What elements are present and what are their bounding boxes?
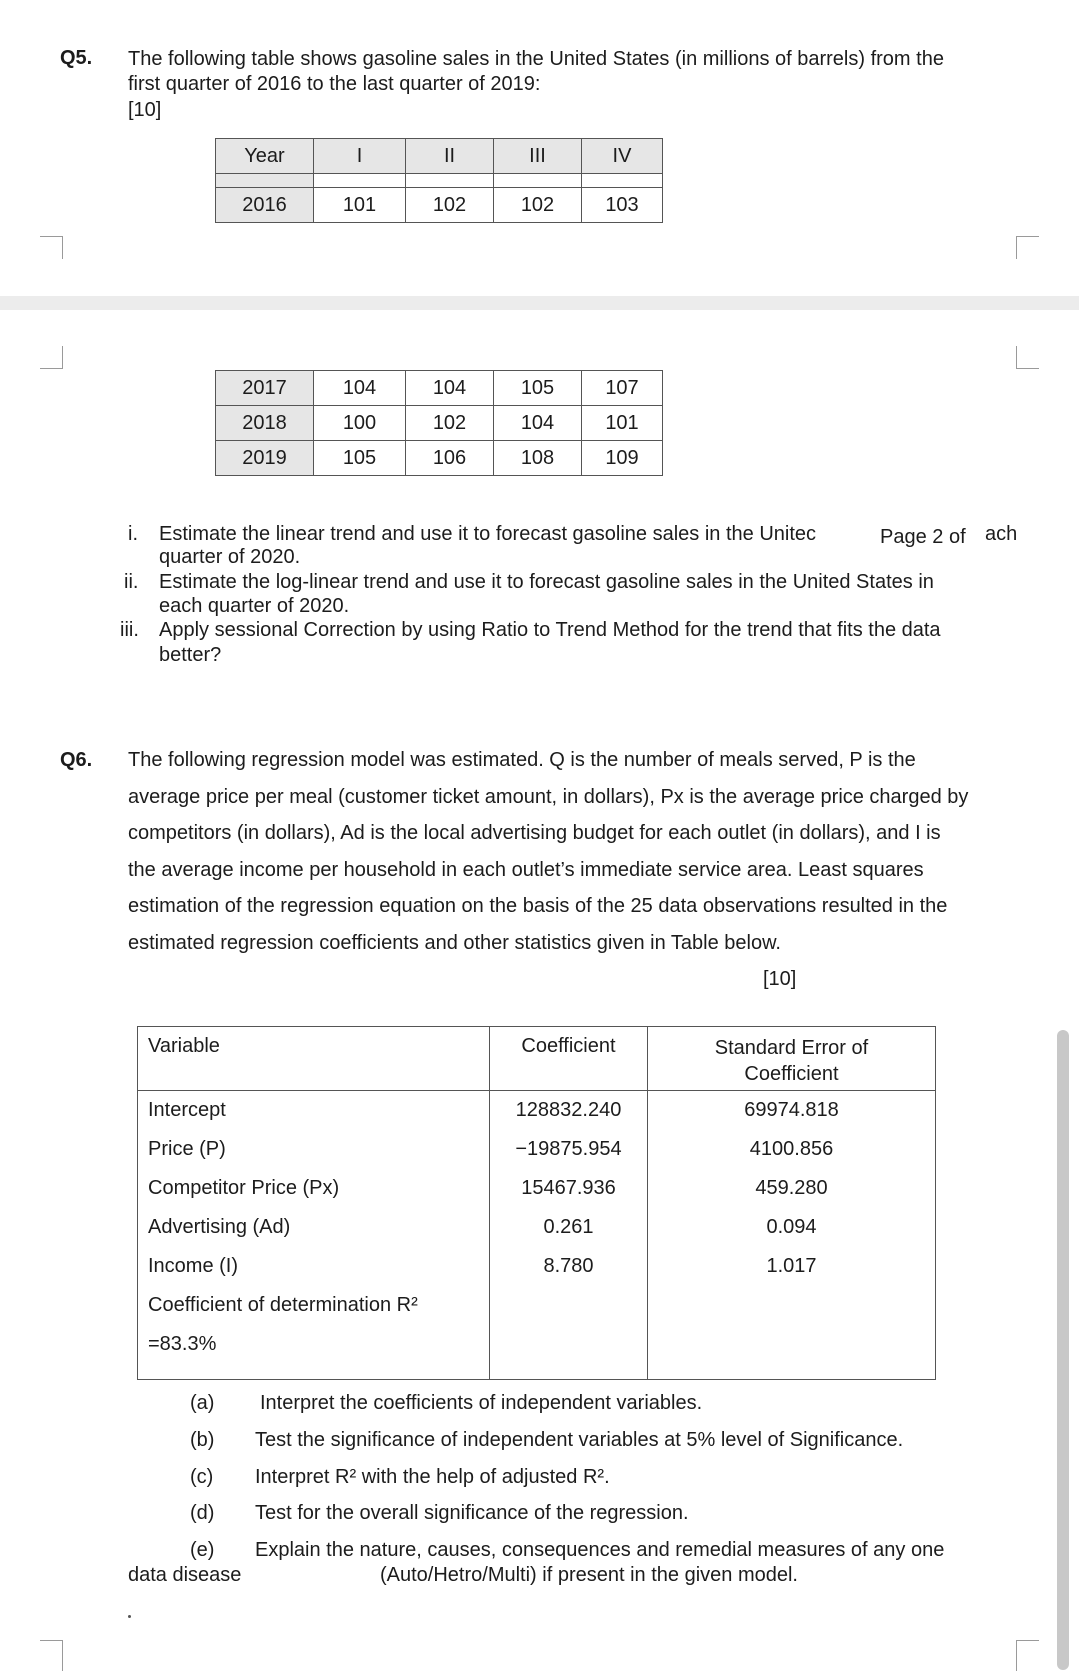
- variable-cell: Intercept: [138, 1091, 490, 1137]
- table-cell: 102: [406, 188, 494, 223]
- se-cell: 69974.818: [648, 1091, 936, 1137]
- table-row: [138, 1175, 936, 1214]
- subpart-text: Explain the nature, causes, consequences and remedial measures of any one: [255, 1539, 945, 1561]
- q5-part-iii-num: iii.: [120, 619, 139, 641]
- table-cell: 2017: [216, 371, 314, 406]
- table-cell: 101: [314, 188, 406, 223]
- header-se-line2: Coefficient: [744, 1063, 839, 1085]
- coefficient-cell: 8.780: [490, 1253, 648, 1292]
- se-cell: 0.094: [648, 1214, 936, 1253]
- table-cell: III: [494, 139, 582, 174]
- se-cell: [648, 1331, 936, 1380]
- subpart-text: Test the significance of independent variables at 5% level of Significance.: [255, 1429, 904, 1451]
- coefficient-cell: 0.261: [490, 1214, 648, 1253]
- table-row: [216, 371, 663, 406]
- table-cell: 101: [582, 406, 663, 441]
- table-cell: 102: [406, 406, 494, 441]
- q6-paragraph: [128, 742, 1016, 961]
- q6-para-line: competitors (in dollars), Ad is the local advertising budget for each outlet (in dollars), and I is: [128, 822, 941, 844]
- subpart-text: Interpret R² with the help of adjusted R².: [255, 1466, 610, 1488]
- table-cell: 108: [494, 441, 582, 476]
- coefficient-cell: 15467.936: [490, 1175, 648, 1214]
- table-cell: 100: [314, 406, 406, 441]
- subpart-tail-left: data disease: [128, 1564, 242, 1586]
- coefficient-cell: [490, 1331, 648, 1380]
- subpart-tail-right: (Auto/Hetro/Multi) if present in the given model.: [380, 1564, 798, 1586]
- table-cell: 104: [406, 371, 494, 406]
- table-cell: 2019: [216, 441, 314, 476]
- se-cell: 459.280: [648, 1175, 936, 1214]
- coefficient-cell: 128832.240: [490, 1091, 648, 1137]
- q5-part-ii-num: ii.: [124, 571, 139, 593]
- subpart-text: Interpret the coefficients of independent variables.: [260, 1392, 703, 1414]
- header-variable: Variable: [138, 1027, 490, 1091]
- subpart-text: Test for the overall significance of the regression.: [255, 1502, 689, 1524]
- q5-line2: first quarter of 2016 to the last quarter of 2019:: [128, 73, 541, 95]
- coefficient-cell: [490, 1292, 648, 1331]
- table-cell: IV: [582, 139, 663, 174]
- q6-para-line: The following regression model was estimated. Q is the number of meals served, P is the: [128, 749, 916, 771]
- header-standard-error: [648, 1027, 936, 1091]
- q5-marks: [10]: [128, 99, 162, 121]
- variable-cell: Advertising (Ad): [138, 1214, 490, 1253]
- regression-table: [137, 1026, 936, 1380]
- table-row: [138, 1292, 936, 1331]
- crop-mark: [40, 1640, 63, 1671]
- subpart-label: (e): [190, 1539, 215, 1561]
- crop-mark: [1016, 1640, 1039, 1671]
- table-cell: 107: [582, 371, 663, 406]
- crop-mark: [1016, 346, 1039, 369]
- table-cell: 2018: [216, 406, 314, 441]
- table-cell: 102: [494, 188, 582, 223]
- table-row: [138, 1253, 936, 1292]
- page-label: Page 2 of: [880, 526, 966, 548]
- subpart-label: (a): [190, 1392, 215, 1414]
- se-cell: [648, 1292, 936, 1331]
- table-cell: 104: [494, 406, 582, 441]
- se-cell: 1.017: [648, 1253, 936, 1292]
- table-cell: 104: [314, 371, 406, 406]
- variable-cell: Competitor Price (Px): [138, 1175, 490, 1214]
- table-row: [138, 1331, 936, 1380]
- table-cell: Year: [216, 139, 314, 174]
- table-cell: 105: [314, 441, 406, 476]
- table-row: [216, 188, 663, 223]
- crop-mark: [40, 236, 63, 259]
- header-coefficient: Coefficient: [490, 1027, 648, 1091]
- variable-cell: =83.3%: [138, 1331, 490, 1380]
- table-header-row: [216, 139, 663, 174]
- q5-part-i-tail: ach: [985, 523, 1018, 545]
- q5-table-part1: [215, 138, 663, 223]
- q5-part-iii-line2: better?: [159, 644, 222, 666]
- table-row: [216, 406, 663, 441]
- table-cell: 106: [406, 441, 494, 476]
- variable-cell: Price (P): [138, 1136, 490, 1175]
- table-row: [138, 1091, 936, 1137]
- variable-cell: Income (I): [138, 1253, 490, 1292]
- page-break: [0, 296, 1079, 310]
- q6-number: Q6.: [60, 749, 93, 771]
- table-cell: 109: [582, 441, 663, 476]
- q5-part-i-line2: quarter of 2020.: [159, 546, 301, 568]
- q5-part-i-num: i.: [128, 523, 138, 545]
- variable-cell: Coefficient of determination R²: [138, 1292, 490, 1331]
- table-row: [216, 441, 663, 476]
- table-header-row: [138, 1027, 936, 1091]
- crop-mark: [1016, 236, 1039, 259]
- q6-para-line: estimation of the regression equation on the basis of the 25 data observations resulted in the: [128, 895, 948, 917]
- table-row: [138, 1214, 936, 1253]
- table-cell: 103: [582, 188, 663, 223]
- coefficient-cell: −19875.954: [490, 1136, 648, 1175]
- subpart-label: (d): [190, 1502, 215, 1524]
- table-row: [138, 1136, 936, 1175]
- table-cell: 105: [494, 371, 582, 406]
- table-cell: I: [314, 139, 406, 174]
- q6-marks: [10]: [763, 968, 797, 990]
- table-cell: II: [406, 139, 494, 174]
- q6-para-line: estimated regression coefficients and other statistics given in Table below.: [128, 931, 781, 954]
- q5-part-ii-line1: Estimate the log-linear trend and use it to forecast gasoline sales in the United States in: [159, 571, 934, 593]
- q5-line1: The following table shows gasoline sales in the United States (in millions of barrels) from the: [128, 48, 944, 70]
- subpart-label: (c): [190, 1466, 214, 1488]
- vertical-scrollbar[interactable]: [1057, 1030, 1069, 1670]
- dot: [128, 1615, 131, 1618]
- table-cell: 2016: [216, 188, 314, 223]
- header-se-line1: Standard Error of: [714, 1037, 869, 1059]
- crop-mark: [40, 346, 63, 369]
- q5-part-i-line1: Estimate the linear trend and use it to forecast gasoline sales in the Unitec: [159, 523, 817, 545]
- subpart-label: (b): [190, 1429, 215, 1451]
- q6-para-line: average price per meal (customer ticket amount, in dollars), Px is the average price charged by: [128, 785, 969, 808]
- se-cell: 4100.856: [648, 1136, 936, 1175]
- q5-part-ii-line2: each quarter of 2020.: [159, 595, 350, 617]
- q6-para-line: the average income per household in each outlet’s immediate service area. Least squares: [128, 858, 924, 881]
- q5-number: Q5.: [60, 47, 93, 69]
- q5-table-part2: [215, 370, 663, 476]
- q5-part-iii-line1: Apply sessional Correction by using Ratio to Trend Method for the trend that fits the data: [159, 619, 941, 641]
